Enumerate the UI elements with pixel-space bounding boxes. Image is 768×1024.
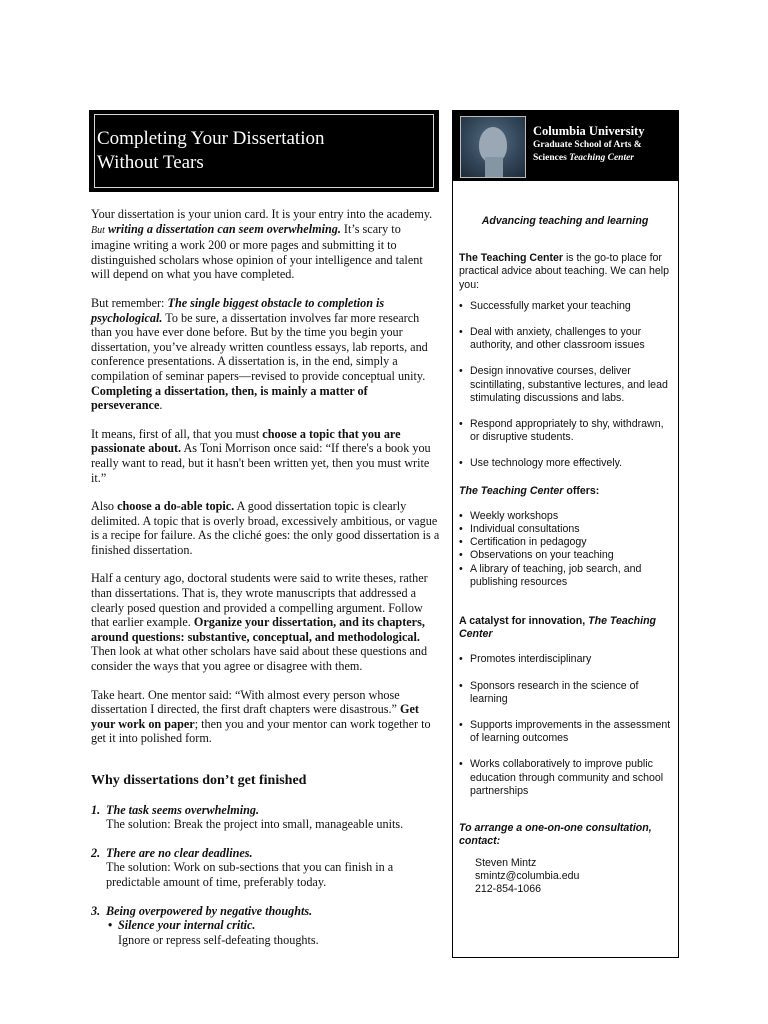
- paragraph-6: Take heart. One mentor said: “With almost every person whose dissertation I directed, the first draft chapters were disastrous.” Get your work on paper; then you and your mentor can work together to get it into polished form.: [91, 687, 431, 746]
- paragraph-4: Also choose a do-able topic. A good dissertation topic is clearly delimited. A topic that is overly broad, excessively ambitious, or vague is a recipe for failure. As the cliché goes: the only good dissertation is a finished dissertation.: [91, 499, 440, 557]
- contact-email[interactable]: smintz@columbia.edu: [475, 869, 580, 882]
- sidebar-intro: The Teaching Center is the go-to place for practical advice about teaching. We can help you:: [459, 252, 670, 291]
- arrange-heading: To arrange a one-on-one consultation, contact:: [459, 822, 652, 848]
- list-item: • Respond appropriately to shy, withdrawn, or disruptive students.: [459, 418, 664, 444]
- paragraph-2: But remember: The single biggest obstacle to completion is psychological. To be sure, a dissertation involves far more research than you have ever done before. But by the time you begin your dissertation, you’ve already written countless essays, lab reports, and conference presentations. A dissertation is, in the end, simply a compilation of seminar papers—revised to provide conceptual unity. Completing a dissertation, then, is mainly a matter of perseverance.: [91, 295, 428, 413]
- list-item: • Successfully market your teaching: [459, 299, 631, 312]
- list-item: • Deal with anxiety, challenges to your authority, and other classroom issues: [459, 326, 645, 352]
- list-item: • Individual consultations: [459, 523, 580, 536]
- sub-list-item: • Silence your internal critic. Ignore or repress self-defeating thoughts.: [108, 918, 319, 947]
- list-item: • Promotes interdisciplinary: [459, 653, 592, 666]
- statue-logo-icon: [460, 116, 526, 178]
- help-list: [459, 300, 671, 471]
- university-block: [533, 124, 644, 165]
- reasons-list: [91, 803, 441, 948]
- catalyst-list: [459, 653, 671, 798]
- section-heading-why: Why dissertations don’t get finished: [91, 773, 307, 788]
- page-title: [97, 127, 324, 175]
- teaching-center-sidebar: [452, 110, 679, 958]
- offers-list: [459, 510, 671, 589]
- list-item: • Works collaboratively to improve public education through community and school partnerships: [459, 758, 664, 797]
- list-item: • Sponsors research in the science of learning: [459, 679, 639, 705]
- offers-heading: The Teaching Center offers:: [459, 484, 600, 497]
- list-item: • Supports improvements in the assessment of learning outcomes: [459, 719, 671, 745]
- title-banner: [89, 110, 439, 192]
- tagline: Advancing teaching and learning: [481, 215, 649, 227]
- list-item: • Weekly workshops: [459, 509, 559, 522]
- main-article: [91, 207, 441, 961]
- list-item: • Use technology more effectively.: [459, 457, 623, 470]
- school-line-2: Sciences Teaching Center: [533, 153, 634, 163]
- paragraph-3: It means, first of all, that you must choose a topic that you are passionate about. As Toni Morrison once said: “If there's a book you really want to read, but it hasn't been written yet, then you must write it.”: [91, 426, 431, 485]
- title-line-1: Completing Your Dissertation: [97, 128, 325, 149]
- list-item: 3. Being overpowered by negative thoughts. • Silence your internal critic. Ignore or repress self-defeating thoughts.: [91, 904, 441, 948]
- list-item: • Certification in pedagogy: [459, 536, 587, 549]
- sidebar-body: [459, 215, 671, 896]
- catalyst-heading: A catalyst for innovation, The Teaching Center: [459, 615, 657, 641]
- list-item: • Design innovative courses, deliver scintillating, substantive lectures, and lead stimulating discussions and labs.: [459, 365, 668, 404]
- contact-block: [475, 857, 671, 897]
- list-item: 1. The task seems overwhelming. The solution: Break the project into small, manageable units.: [91, 802, 404, 832]
- school-line-1: Graduate School of Arts &: [533, 140, 642, 150]
- list-item: 2. There are no clear deadlines. The solution: Work on sub-sections that you can finish in a predictable amount of time, preferably today.: [91, 845, 394, 889]
- paragraph-1: Your dissertation is your union card. It is your entry into the academy. But writing a dissertation can seem overwhelming. It’s scary to imagine writing a work 200 or more pages and submitting it to distinguished scholars whose opinion of your intelligence and talent will depend on what you have completed.: [91, 207, 433, 282]
- sub-list: [106, 918, 441, 947]
- list-item: • A library of teaching, job search, and publishing resources: [459, 562, 642, 588]
- contact-phone: 212-854-1066: [475, 882, 541, 895]
- sidebar-header: [453, 111, 678, 181]
- title-line-2: Without Tears: [97, 152, 204, 173]
- list-item: • Observations on your teaching: [459, 549, 614, 562]
- contact-name: Steven Mintz: [475, 856, 537, 869]
- university-name: Columbia University: [533, 124, 645, 138]
- paragraph-5: Half a century ago, doctoral students were said to write theses, rather than dissertations. That is, they wrote manuscripts that addressed a clearly posed question and provided a compelling argument. Follow that earlier example. Organize your dissertation, and its chapters, around questions: substantive, conceptual, and methodological. Then look at what other scholars have said about these questions and consider the ways that you agree or disagree with them.: [91, 571, 428, 674]
